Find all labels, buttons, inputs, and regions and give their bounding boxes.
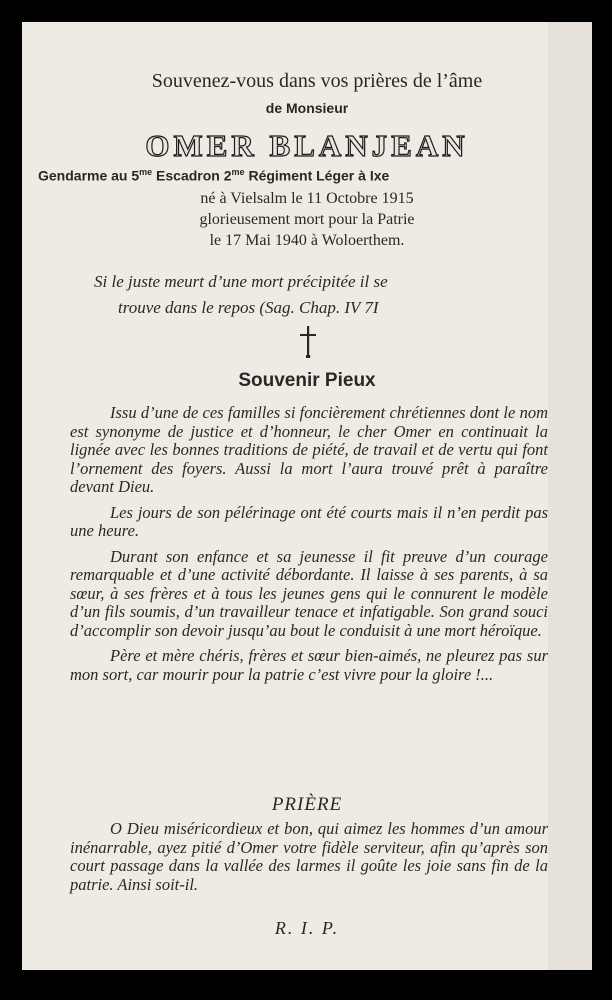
rip: R. I. P. xyxy=(274,918,340,938)
scripture-quote-line-1: Si le juste meurt d’une mort précipitée il se xyxy=(94,272,388,291)
rank-mid: Escadron 2 xyxy=(152,167,232,184)
death-date-line: le 17 Mai 1940 à Woloerthem. xyxy=(209,232,405,249)
rank-line xyxy=(38,167,389,184)
scripture-quote-line-2: trouve dans le repos (Sag. Chap. IV 7I xyxy=(118,298,379,317)
birth-line: né à Vielsalm le 11 Octobre 1915 xyxy=(200,190,414,207)
prayer-text-block xyxy=(70,820,548,894)
souvenir-text xyxy=(70,404,548,684)
souvenir-paragraph-3: Durant son enfance et sa jeunesse il fit preuve d’un courage remarquable et d’une activité débordante. Il laisse à ses parents, à sa sœur, à ses frères et à tous les jeunes gens qui le connurent le modèle d’un fils soumis, d’un travailleur tenace et infatigable. Son grand souci d’accomplir son devoir jusqu’au bout le conduisit à une mort héroïque. xyxy=(70,546,548,640)
souvenir-paragraph-1: Issu d’une de ces familles si foncièrement chrétiennes dont le nom est synonyme de justice et d’honneur, le cher Omer en continuait la lignée avec les bonnes traditions de piété, de travail et de vertu qui font l’ornement des foyers. Aussi la mort l’aura trouvé prêt à paraître devant Dieu. xyxy=(70,403,548,496)
souvenir-paragraph-4: Père et mère chéris, frères et sœur bien-aimés, ne pleurez pas sur mon sort, car mourir pour la patrie c’est vivre pour la gloire !... xyxy=(70,646,548,684)
deceased-name: OMER BLANJEAN xyxy=(145,128,469,163)
prayer-text: O Dieu miséricordieux et bon, qui aimez les hommes d’un amour inénarrable, ayez pitié d’Omer votre fidèle serviteur, afin qu’après son court passage dans la vallée des larmes il goûte les joie sans fin de la patrie. Ainsi soit-il. xyxy=(70,819,548,894)
souvenir-title: Souvenir Pieux xyxy=(238,370,376,391)
rank-sup-1: me xyxy=(139,167,153,177)
rank-sup-2: me xyxy=(231,167,245,177)
memorial-card xyxy=(22,22,592,970)
remember-heading: Souvenez-vous dans vos prières de l’âme xyxy=(151,70,483,92)
cross-icon xyxy=(298,326,318,358)
souvenir-paragraph-2: Les jours de son pélérinage ont été courts mais il n’en perdit pas une heure. xyxy=(70,502,548,540)
death-line: glorieusement mort pour la Patrie xyxy=(199,211,415,228)
rank-prefix: Gendarme au 5 xyxy=(38,167,140,184)
rank-suffix: Régiment Léger à Ixe xyxy=(244,167,390,184)
de-monsieur: de Monsieur xyxy=(265,100,349,116)
card-edge-strip xyxy=(548,22,592,970)
prayer-title: PRIÈRE xyxy=(271,794,343,815)
